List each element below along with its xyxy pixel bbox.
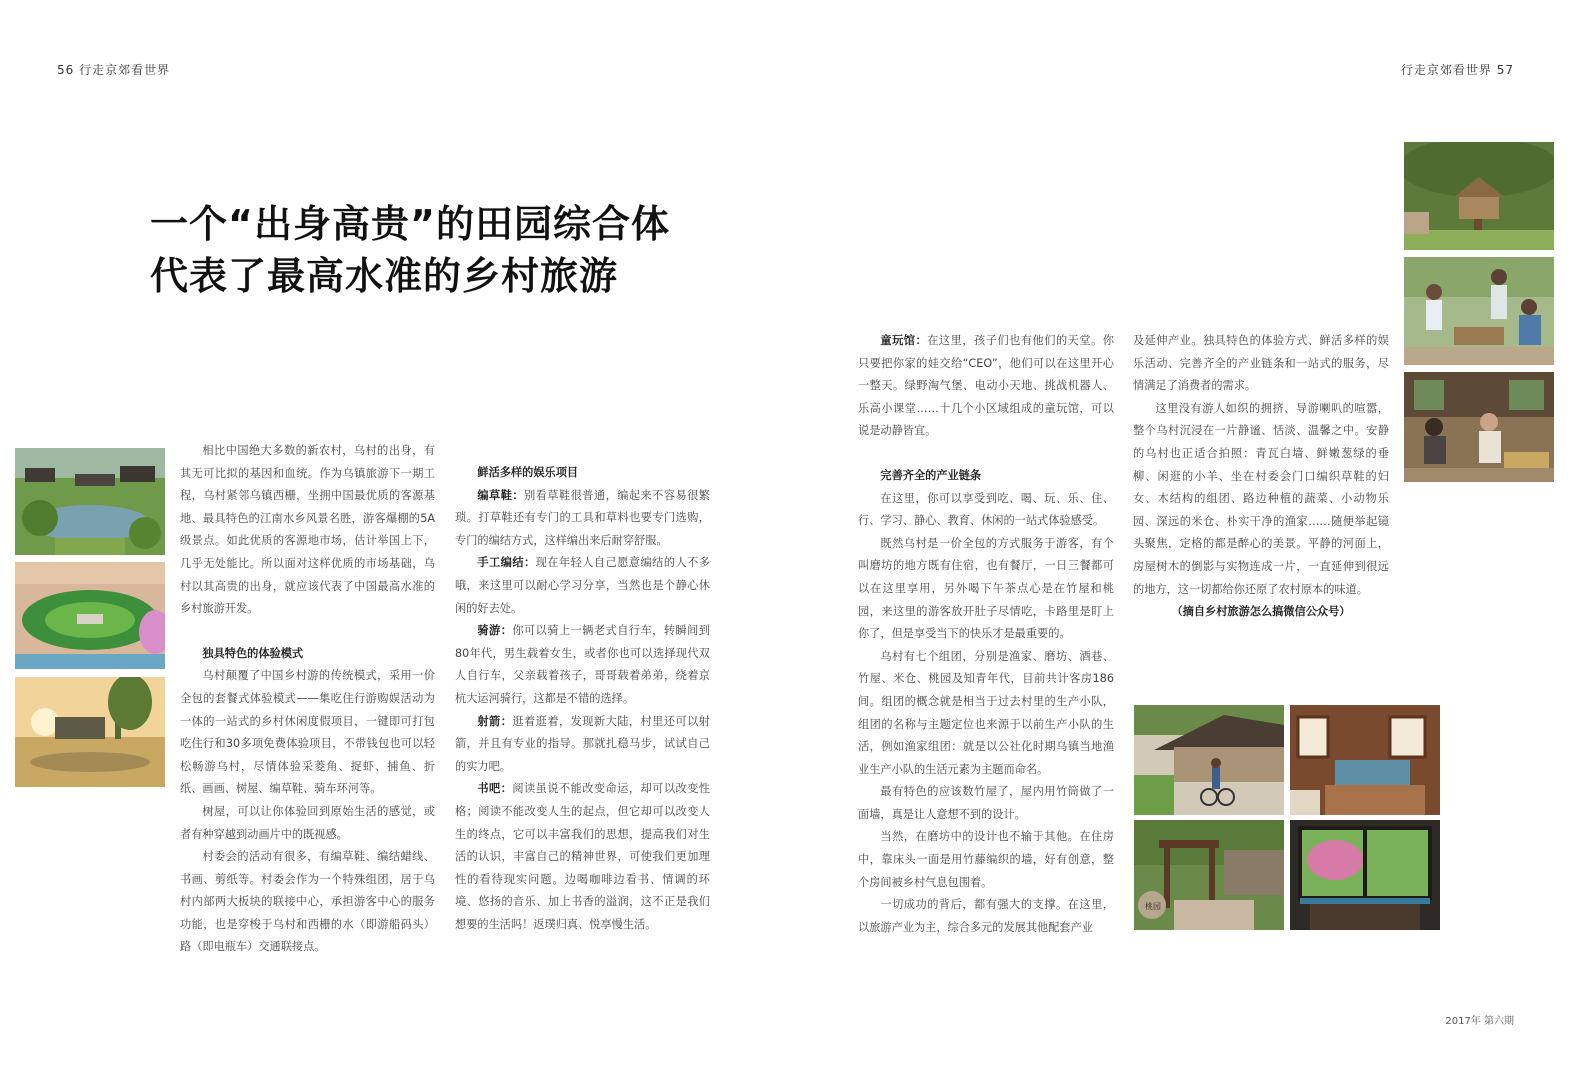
- issue-footer: 2017年 第六期: [1445, 1016, 1514, 1027]
- archery-paragraph: 射箭：逛着逛着，发现新大陆，村里还可以射箭，并且有专业的指导。那就扎稳马步，试试自己的实力吧。: [455, 714, 710, 773]
- cycling-label: 骑游：: [477, 624, 513, 638]
- text-column-4: [1133, 330, 1389, 624]
- text-column-2: [455, 462, 710, 936]
- bamboo-house-paragraph: 最有特色的应该数竹屋了，屋内用竹筒做了一面墙，真是让人意想不到的设计。: [858, 785, 1114, 821]
- section-heading-experience: 独具特色的体验模式: [202, 646, 304, 660]
- green-garden-photo: [15, 562, 165, 669]
- one-stop-paragraph: 在这里，你可以享受到吃、喝、玩、乐、住、行、学习、静心、教育、休闲的一站式体验感受。: [858, 491, 1114, 528]
- headline-line-2: 代表了最高水准的乡村旅游: [150, 254, 619, 298]
- running-header-left: 56 行走京郊看世界: [57, 63, 171, 77]
- weaving-straw-photo: [1404, 372, 1554, 482]
- text-column-1: [180, 440, 435, 959]
- experience-paragraph: 乌村颠覆了中国乡村游的传统模式，采用一价全包的套餐式体验模式——集吃住行游购娱活动为一体的一站式的乡村休闲度假项目，一键即可打包吃住行和30多项免费体验项目，不带钱包也可以轻松畅游乌村，尽情体验采菱角、捉虾、捕鱼、折纸、画画、树屋、编草鞋、骑车环河等。: [180, 669, 435, 796]
- handknit-paragraph: 手工编结：现在年轻人自己愿意编结的人不多哦，来这里可以耐心学习分享，当然也是个静心休闲的好去处。: [455, 556, 710, 615]
- support-paragraph: 一切成功的背后，都有强大的支撑。在这里，以旅游产业为主，综合多元的发展其他配套产业: [858, 898, 1114, 934]
- straw-sandal-label: 编草鞋：: [477, 488, 524, 502]
- clusters-paragraph: 乌村有七个组团，分别是渔家、磨坊、酒巷、竹屋、米仓、桃园及知青年代，目前共计客房186间。组团的概念就是相当于过去村里的生产小队，组团的名称与主题定位也来源于以前生产小队的生活，例如渔家组团：就是以公社化时期乌镇当地渔业生产小队的生活元素为主题而命名。: [858, 649, 1114, 776]
- running-header-right: 行走京郊看世界 57: [1400, 63, 1514, 77]
- tree-house-photo: [1404, 142, 1554, 250]
- handknit-label: 手工编结：: [477, 556, 536, 570]
- article-headline: [150, 198, 670, 302]
- section-heading-entertainment: 鲜活多样的娱乐项目: [477, 466, 579, 479]
- peach-garden-sign: 桃园: [1145, 902, 1161, 911]
- straw-sandal-paragraph: 编草鞋：别看草鞋很普通，编起来不容易很繁琐。打草鞋还有专门的工具和草料也要专门选购，专门的编结方式，这样编出来后耐穿舒服。: [455, 488, 710, 547]
- quiet-village-paragraph: 这里没有游人如织的拥挤、导游喇叭的喧嚣，整个乌村沉浸在一片静谧、恬淡、温馨之中。安静的乌村也正适合拍照：青瓦白墙、鲜嫩葱绿的垂柳、闲逛的小羊、坐在村委会门口编织草鞋的妇女、木结构的组团、路边种植的蔬菜、小动物乐园、深远的米仓、朴实干净的渔家……随便举起镜头聚焦，定格的都是醉心的美景。平静的河面上，房屋树木的倒影与实物连成一片，一直延伸到很远的地方，这一切都给你还原了农村原本的味道。: [1133, 401, 1389, 596]
- section-heading-industry: 完善齐全的产业链条: [880, 468, 982, 482]
- book-bar-label: 书吧：: [477, 782, 513, 796]
- peach-garden-gate-photo: [1134, 820, 1284, 930]
- source-credit: （摘自乡村旅游怎么搞微信公众号）: [1171, 605, 1351, 619]
- bicycle-village-photo: [1134, 705, 1284, 815]
- mill-paragraph: 既然乌村是一价全包的方式服务于游客，有个叫磨坊的地方既有住宿，也有餐厅，一日三餐都可以在这里享用，另外喝下午茶点心是在竹屋和桃园，来这里的游客放开肚子尽情吃，卡路里是盯上你了，但是享受当下的快乐才是最重要的。: [858, 536, 1114, 641]
- lake-sunset-photo: [15, 677, 165, 787]
- mill-design-paragraph: 当然，在磨坊中的设计也不输于其他。在住房中，靠床头一面是用竹藤编织的墙，好有创意，整个房间被乡村气息包围着。: [858, 830, 1114, 889]
- archery-label: 射箭：: [477, 714, 513, 728]
- industry-continued-paragraph: 及延伸产业。独具特色的体验方式、鲜活多样的娱乐活动、完善齐全的产业链条和一站式的服务，尽情满足了消费者的需求。: [1133, 334, 1389, 393]
- room-interior-photo: [1290, 705, 1440, 815]
- text-column-3: [858, 330, 1114, 939]
- treehouse-paragraph: 树屋，可以让你体验回到原始生活的感觉，或者有种穿越到动画片中的既视感。: [180, 804, 435, 841]
- kids-hall-label: 童玩馆：: [880, 334, 928, 347]
- book-bar-paragraph: 书吧：阅读虽说不能改变命运，却可以改变性格；阅读不能改变人生的起点，但它却可以改变人生的终点，它可以丰富我们的思想，提高我们对生活的认识，丰富自己的精神世界，可使我们更加理性的看待现实问题。边喝咖啡边看书、情调的环境、悠扬的音乐、加上书香的溢润，这不正是我们想要的生活吗！返璞归真、悦享慢生活。: [455, 782, 710, 931]
- bamboo-window-photo: [1290, 820, 1440, 930]
- village-committee-paragraph: 村委会的活动有很多，有编草鞋、编结蜡线、书画、剪纸等。村委会作为一个特殊组团，居于乌村内部两大板块的联接中心，承担游客中心的服务功能，也是穿梭于乌村和西栅的水（即游船码头）路（即电瓶车）交通联接点。: [180, 850, 435, 954]
- intro-paragraph: 相比中国绝大多数的新农村，乌村的出身，有其无可比拟的基因和血统。作为乌镇旅游下一期工程，乌村紧邻乌镇西栅，坐拥中国最优质的客源基地、最具特色的江南水乡风景名胜，游客爆棚的5A级景点。如此优质的客源地市场，估计举国上下，几乎无处能比。所以面对这样优质的市场基础，乌村以其高贵的出身，就应该代表了中国最高水准的乡村旅游开发。: [180, 444, 435, 616]
- headline-line-1: 一个“出身高贵”的田园综合体: [150, 202, 670, 246]
- children-activity-photo: [1404, 257, 1554, 365]
- aerial-village-photo: [15, 448, 165, 555]
- kids-hall-paragraph: 童玩馆：在这里，孩子们也有他们的天堂。你只要把你家的娃交给“CEO”，他们可以在这里开心一整天。绿野淘气堡、电动小天地、挑战机器人、乐高小课堂……十几个小区域组成的童玩馆，可以说是动静皆宜。: [858, 334, 1114, 438]
- cycling-paragraph: 骑游：你可以骑上一辆老式自行车，转瞬间到80年代，男生载着女生，或者你也可以选择现代双人自行车，父亲载着孩子，哥哥载着弟弟，绕着京杭大运河骑行，这都是不错的选择。: [455, 624, 710, 705]
